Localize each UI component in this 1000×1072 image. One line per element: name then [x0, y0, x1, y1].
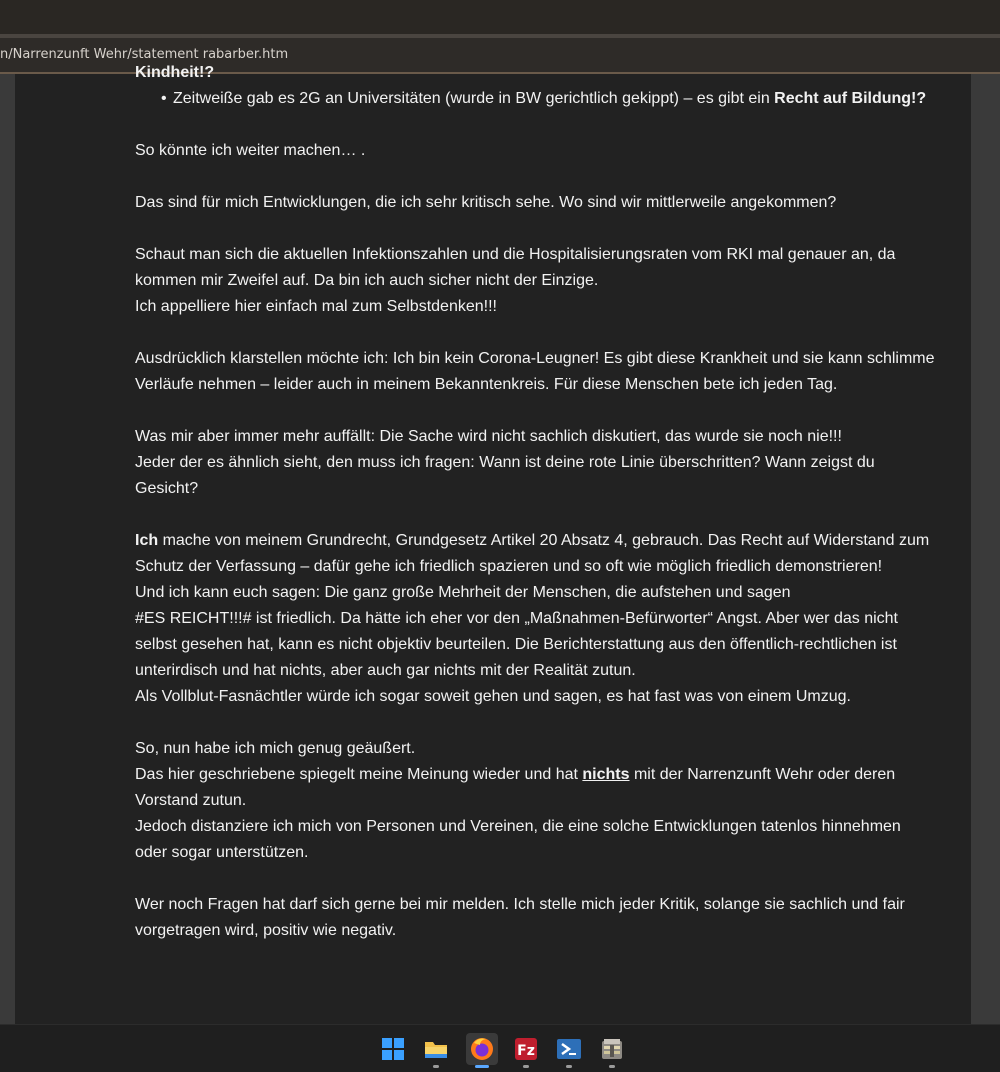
bold-text: Ich: [135, 532, 159, 549]
firefox-icon[interactable]: [466, 1033, 498, 1065]
paragraph: Ich mache von meinem Grundrecht, Grundgesetz Artikel 20 Absatz 4, gebrauch. Das Recht auf Widerstand zum Schutz der Verfassung – dafür gehe ich friedlich spazieren und so oft wie möglich friedlich demonstrieren! Und ich kann euch sagen: Die ganz große Mehrheit der Menschen, die aufstehen und sagen #ES REICHT!!!# ist friedlich. Da hätte ich eher vor den „Maßnahmen-Befürworter“ Angst. Aber wer das nicht selbst gesehen hat, kann es nicht objektiv beurteilen. Die Berichterstattung aus den öffentlich-rechtlichen ist unterirdisch und hat nichts, aber auch gar nichts mit der Realität zutun. Als Vollblut-Fasnächtler würde ich sogar soweit gehen und sagen, es hat fast was von einem Umzug.: [135, 532, 930, 705]
active-indicator: [475, 1065, 489, 1068]
article-body: [135, 60, 935, 970]
browser-tab-strip: [0, 0, 1000, 34]
svg-text:Fz: Fz: [517, 1043, 535, 1059]
paragraph: So, nun habe ich mich genug geäußert. Das hier geschriebene spiegelt meine Meinung wieder und hat nichts mit der Narrenzunft Wehr oder deren Vorstand zutun. Jedoch distanziere ich mich von Personen und Vereinen, die eine solche Entwicklungen tatenlos hinnehmen oder sogar unterstützen.: [135, 740, 901, 861]
page-viewport: [0, 64, 1000, 1024]
paragraph: Das sind für mich Entwicklungen, die ich sehr kritisch sehe. Wo sind wir mittlerweile angekommen?: [135, 194, 837, 211]
running-indicator: [523, 1065, 529, 1068]
paragraph: Schaut man sich die aktuellen Infektionszahlen und die Hospitalisierungsraten vom RKI mal genauer an, da kommen mir Zweifel auf. Da bin ich auch sicher nicht der Einzige. Ich appelliere hier einfach mal zum Selbstdenken!!!: [135, 246, 896, 315]
paragraph: Wer noch Fragen hat darf sich gerne bei mir melden. Ich stelle mich jeder Kritik, solange sie sachlich und fair vorgetragen wird, positiv wie negativ.: [135, 896, 905, 939]
list-item: • Zeitweiße gab es 2G an Universitäten (wurde in BW gerichtlich gekippt) – es gibt ein Recht auf Bildung!?: [173, 86, 935, 112]
address-url[interactable]: n/Narrenzunft Wehr/statement rabarber.htm: [0, 47, 289, 62]
underlined-bold-text: nichts: [582, 766, 630, 783]
running-indicator: [566, 1065, 572, 1068]
paragraph: Was mir aber immer mehr auffällt: Die Sache wird nicht sachlich diskutiert, das wurde sie noch nie!!! Jeder der es ähnlich sieht, den muss ich fragen: Wann ist deine rote Linie überschritten? Wann zeigst du Gesicht?: [135, 428, 875, 497]
clipped-line: Kindheit!?: [135, 64, 215, 81]
bullet-list: [135, 86, 935, 112]
taskbar: [0, 1024, 1000, 1072]
archive-app-icon[interactable]: [598, 1035, 626, 1063]
file-explorer-icon[interactable]: [422, 1035, 450, 1063]
windows-start-icon[interactable]: [379, 1035, 407, 1063]
running-indicator: [433, 1065, 439, 1068]
paragraph: Ausdrücklich klarstellen möchte ich: Ich bin kein Corona-Leugner! Es gibt diese Krankheit und sie kann schlimme Verläufe nehmen – leider auch in meinem Bekanntenkreis. Für diese Menschen bete ich jeden Tag.: [135, 350, 935, 393]
bold-text: Recht auf Bildung!?: [774, 90, 927, 107]
paragraph: So könnte ich weiter machen… .: [135, 142, 366, 159]
article-panel: [15, 64, 971, 1024]
filezilla-icon[interactable]: [512, 1035, 540, 1063]
powershell-icon[interactable]: [555, 1035, 583, 1063]
running-indicator: [609, 1065, 615, 1068]
